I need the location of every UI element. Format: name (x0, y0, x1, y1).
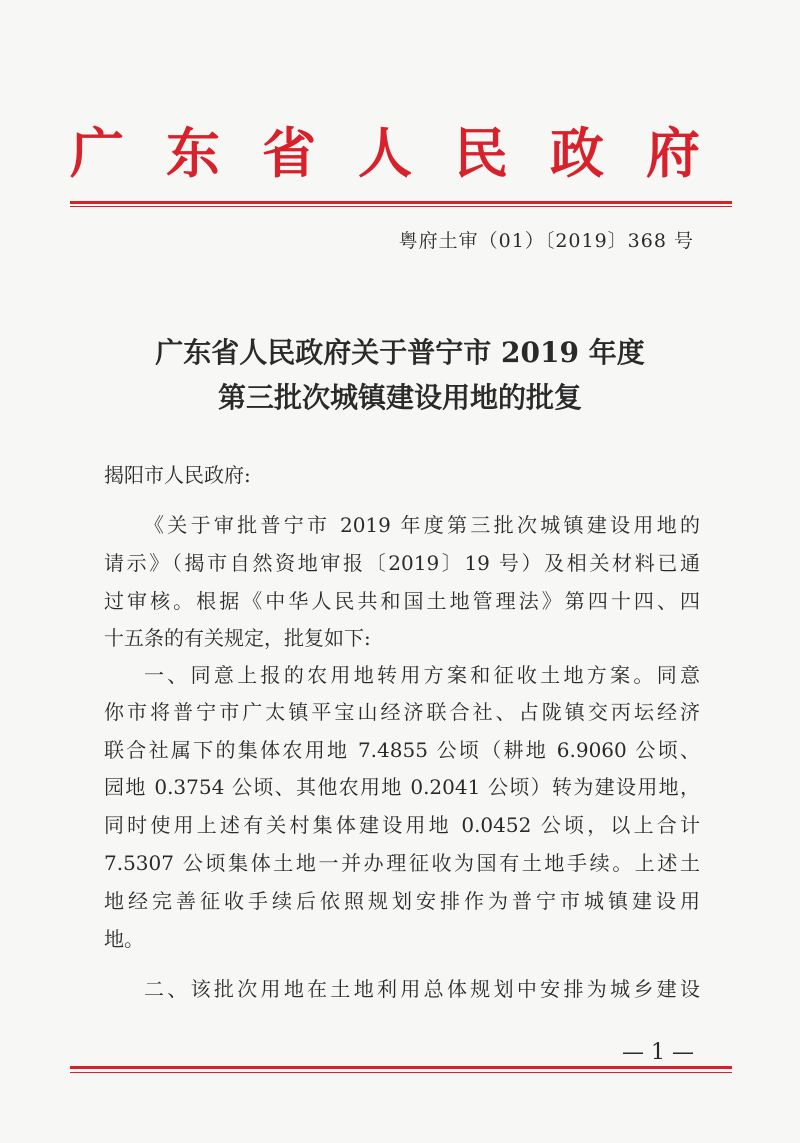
body-line: 十五条的有关规定，批复如下: (104, 626, 371, 650)
body-line: 《关于审批普宁市 2019 年度第三批次城镇建设用地的 (144, 513, 700, 537)
body-line: 7.5307 公顷集体土地一并办理征收为国有土地手续。上述土 (104, 851, 700, 875)
body-line: 地经完善征收手续后依照规划安排作为普宁市城镇建设用 (104, 889, 700, 913)
body-line: 园地 0.3754 公顷、其他农用地 0.2041 公顷）转为建设用地， (104, 775, 700, 799)
footer-red-rule-top (70, 1066, 732, 1069)
page-number: — 1 — (622, 1040, 694, 1065)
header-red-rule-top (70, 201, 732, 204)
body-line: 地。 (104, 927, 144, 951)
footer-red-rule-bottom (70, 1072, 732, 1073)
body-line: 同时使用上述有关村集体建设用地 0.0452 公顷，以上合计 (104, 813, 700, 837)
body-line: 你市将普宁市广太镇平宝山经济联合社、占陇镇交丙坛经济 (104, 700, 700, 724)
body-line: 过审核。根据《中华人民共和国土地管理法》第四十四、四 (104, 589, 700, 613)
document-title-line-1: 广东省人民政府关于普宁市 2019 年度 (155, 336, 645, 369)
body-line: 联合社属下的集体农用地 7.4855 公顷（耕地 6.9060 公顷、 (104, 738, 700, 762)
body-line: 二、该批次用地在土地利用总体规划中安排为城乡建设 (144, 977, 700, 1001)
document-title-line-2: 第三批次城镇建设用地的批复 (217, 381, 582, 414)
header-red-rule-bottom (70, 206, 732, 207)
body-line: 一、同意上报的农用地转用方案和征收土地方案。同意 (144, 663, 700, 687)
issuing-authority-header: 广东省人民政府 (70, 121, 742, 185)
body-line: 请示》（揭市自然资地审报〔2019〕19 号）及相关材料已通 (104, 551, 700, 575)
document-number: 粤府土审（01）〔2019〕368 号 (398, 230, 694, 252)
addressee: 揭阳市人民政府: (104, 463, 251, 487)
